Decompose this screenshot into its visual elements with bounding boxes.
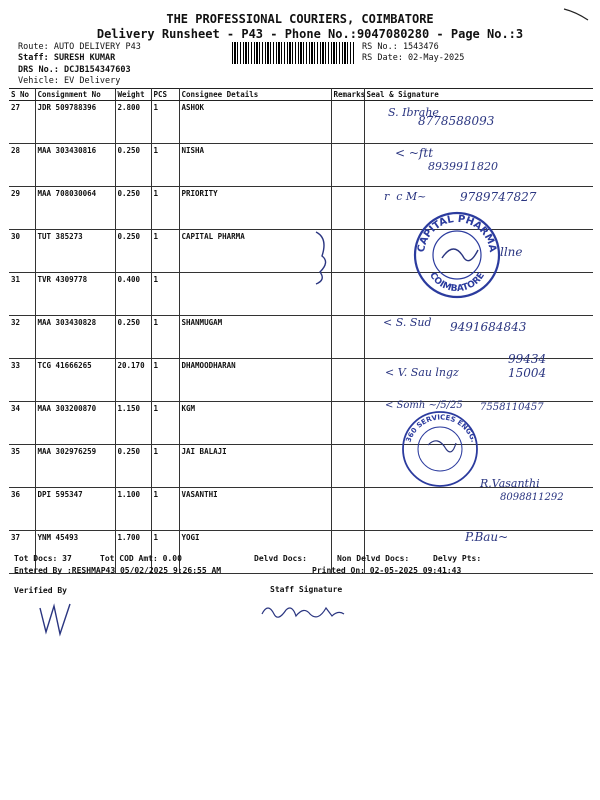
- handwritten-sign-37: P.Bau~: [465, 530, 509, 544]
- runsheet-subtitle: Delivery Runsheet - P43 - Phone No.:9047080280 - Page No.:3: [96, 27, 524, 41]
- cell-pcs: 1: [151, 445, 179, 488]
- cell-consignment-no: JDR 509788396: [35, 101, 115, 144]
- cell-weight: 20.170: [115, 359, 151, 402]
- cell-pcs: 1: [151, 230, 179, 273]
- cell-sno: 29: [9, 187, 35, 230]
- cell-remarks: [331, 359, 364, 402]
- cell-consignment-no: MAA 708030064: [35, 187, 115, 230]
- cell-consignee: SHANMUGAM: [179, 316, 331, 359]
- handwritten-phone-29: 9789747827: [460, 190, 537, 204]
- cell-weight: 0.250: [115, 144, 151, 187]
- non-delvd-docs: Non Delvd Docs:: [337, 554, 410, 563]
- cell-remarks: [331, 402, 364, 445]
- cell-sno: 35: [9, 445, 35, 488]
- cell-pcs: 1: [151, 273, 179, 316]
- cell-pcs: 1: [151, 316, 179, 359]
- table-row: [9, 273, 593, 316]
- cell-pcs: 1: [151, 359, 179, 402]
- cell-consignment-no: MAA 303430828: [35, 316, 115, 359]
- cell-weight: 1.700: [115, 531, 151, 574]
- handwritten-sign-33: < V. Sau lngz: [385, 366, 459, 379]
- entered-by: Entered By :RESHMAP43 05/02/2025 9:26:55 AM: [14, 566, 222, 575]
- capital-pharma-stamp: [412, 210, 502, 300]
- cell-pcs: 1: [151, 101, 179, 144]
- cell-sno: 30: [9, 230, 35, 273]
- company-title: THE PROFESSIONAL COURIERS, COIMBATORE: [166, 12, 434, 26]
- rs-date-label: RS Date: 02-May-2025: [362, 53, 465, 63]
- cell-weight: 1.150: [115, 402, 151, 445]
- cell-consignee: ASHOK: [179, 101, 331, 144]
- handwritten-phone-34: 7558110457: [480, 402, 544, 413]
- cell-consignment-no: TVR 4309778: [35, 273, 115, 316]
- cell-consignee: CAPITAL PHARMA: [179, 230, 331, 273]
- tot-docs: Tot Docs: 37: [14, 554, 72, 563]
- corner-pen-mark: [562, 6, 592, 24]
- cell-pcs: 1: [151, 187, 179, 230]
- cell-remarks: [331, 488, 364, 531]
- staff-signature-mark: [258, 596, 348, 626]
- handwritten-sign-30: llne: [500, 245, 523, 259]
- handwritten-phone-36: 8098811292: [500, 492, 564, 503]
- col-weight: Weight: [115, 89, 151, 101]
- cell-pcs: 1: [151, 402, 179, 445]
- cell-weight: 2.800: [115, 101, 151, 144]
- table-row: [9, 101, 593, 144]
- cell-remarks: [331, 101, 364, 144]
- cell-consignee: [179, 273, 331, 316]
- cell-remarks: [331, 230, 364, 273]
- svg-text:COIMBATORE: COIMBATORE: [427, 270, 487, 295]
- delvd-docs: Delvd Docs:: [254, 554, 307, 563]
- cell-sno: 32: [9, 316, 35, 359]
- cell-sno: 34: [9, 402, 35, 445]
- cell-sno: 36: [9, 488, 35, 531]
- col-consignee: Consignee Details: [179, 89, 331, 101]
- delvy-pts: Delvy Pts:: [433, 554, 482, 563]
- cell-weight: 0.250: [115, 316, 151, 359]
- brace-mark: [312, 228, 332, 288]
- cell-pcs: 1: [151, 144, 179, 187]
- cell-remarks: [331, 144, 364, 187]
- cell-sno: 33: [9, 359, 35, 402]
- cell-weight: 0.250: [115, 187, 151, 230]
- cell-consignment-no: DPI 595347: [35, 488, 115, 531]
- cell-weight: 0.250: [115, 445, 151, 488]
- rs-no-label: RS No.: 1543476: [362, 42, 439, 52]
- col-consignment: Consignment No: [35, 89, 115, 101]
- route-label: Route: AUTO DELIVERY P43: [18, 42, 141, 52]
- table-row: [9, 144, 593, 187]
- svg-text:CAPITAL PHARMA: CAPITAL PHARMA: [416, 213, 498, 254]
- handwritten-phone-27: 8778588093: [418, 114, 495, 128]
- verified-by-label: Verified By: [14, 586, 67, 595]
- cell-consignee: NISHA: [179, 144, 331, 187]
- cell-consignee: KGM: [179, 402, 331, 445]
- cell-remarks: [331, 445, 364, 488]
- svg-text:360 SERVICES ENGG.: 360 SERVICES ENGG.: [404, 413, 478, 444]
- tot-cod-amt: Tot COD Amt: 0.00: [100, 554, 182, 563]
- handwritten-sign-28: < ~ftt: [395, 146, 434, 160]
- handwritten-phone-32: 9491684843: [450, 320, 527, 334]
- drs-label: DRS No.: DCJB154347603: [18, 65, 131, 75]
- handwritten-sign-29: r c M~: [384, 190, 427, 203]
- cell-consignee: PRIORITY: [179, 187, 331, 230]
- cell-consignee: DHAMOODHARAN: [179, 359, 331, 402]
- staff-label: Staff: SURESH KUMAR: [18, 53, 116, 63]
- cell-consignment-no: MAA 302976259: [35, 445, 115, 488]
- cell-sno: 37: [9, 531, 35, 574]
- cell-remarks: [331, 316, 364, 359]
- handwritten-sign-27: S. Ibrahe: [388, 106, 439, 119]
- cell-consignment-no: TCG 41666265: [35, 359, 115, 402]
- col-pcs: PCS: [151, 89, 179, 101]
- cell-remarks: [331, 273, 364, 316]
- barcode: [232, 42, 354, 64]
- handwritten-sign-36: R.Vasanthi: [480, 477, 540, 490]
- vehicle-label: Vehicle: EV Delivery: [18, 76, 121, 86]
- col-sno: S No: [9, 89, 35, 101]
- cell-consignment-no: MAA 303430816: [35, 144, 115, 187]
- cell-consignee: VASANTHI: [179, 488, 331, 531]
- table-row: [9, 359, 593, 402]
- cell-sno: 27: [9, 101, 35, 144]
- cell-weight: 1.100: [115, 488, 151, 531]
- table-header-row: [9, 89, 593, 101]
- cell-weight: 0.400: [115, 273, 151, 316]
- cell-sno: 31: [9, 273, 35, 316]
- staff-signature-label: Staff Signature: [270, 585, 343, 594]
- courier-stamp: [400, 405, 480, 490]
- verified-signature: [36, 600, 76, 638]
- cell-weight: 0.250: [115, 230, 151, 273]
- cell-remarks: [331, 187, 364, 230]
- cell-pcs: 1: [151, 531, 179, 574]
- handwritten-phone-28: 8939911820: [428, 160, 498, 173]
- col-seal-signature: Seal & Signature: [364, 89, 593, 101]
- handwritten-phone-33: 99434 15004: [508, 352, 547, 380]
- handwritten-sign-34: < Somh ~/5/25: [385, 400, 463, 411]
- cell-consignment-no: YNM 45493: [35, 531, 115, 574]
- cell-consignment-no: TUT 385273: [35, 230, 115, 273]
- printed-on: Printed On: 02-05-2025 09:41:43: [312, 566, 462, 575]
- cell-sno: 28: [9, 144, 35, 187]
- handwritten-sign-32: < S. Sud: [383, 316, 432, 329]
- cell-consignee: YOGI: [179, 531, 331, 574]
- cell-consignment-no: MAA 303200870: [35, 402, 115, 445]
- col-remarks: Remarks: [331, 89, 364, 101]
- cell-consignee: JAI BALAJI: [179, 445, 331, 488]
- cell-pcs: 1: [151, 488, 179, 531]
